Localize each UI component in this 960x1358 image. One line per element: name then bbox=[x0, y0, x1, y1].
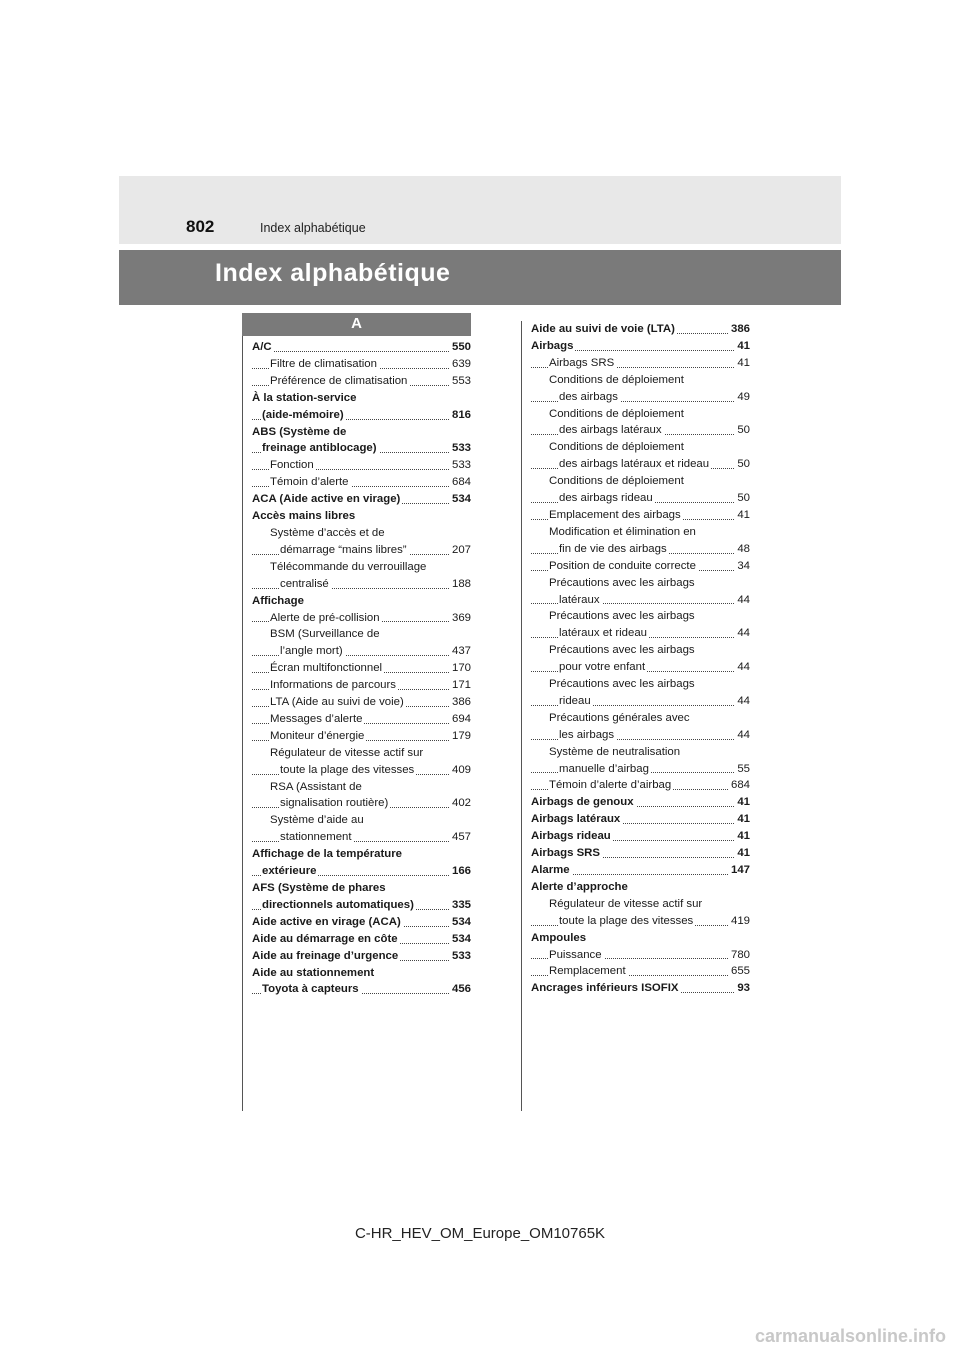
index-entry-text: Régulateur de vitesse actif sur bbox=[270, 746, 424, 759]
index-entry bbox=[252, 948, 471, 965]
index-entry-text: Aide au suivi de voie (LTA) bbox=[531, 323, 675, 335]
index-entry bbox=[531, 625, 750, 642]
index-entry-text: Aide active en virage (ACA) bbox=[252, 915, 401, 928]
index-entry-text: Fonction bbox=[270, 459, 314, 472]
index-entry bbox=[531, 676, 750, 693]
index-entry-text: Télécommande du verrouillage bbox=[270, 560, 427, 573]
index-entry bbox=[252, 440, 471, 457]
index-entry bbox=[531, 321, 750, 338]
index-entry-text: Informations de parcours bbox=[270, 679, 396, 692]
index-entry-page[interactable]: 437 bbox=[450, 643, 471, 660]
index-entry-text: démarrage “mains libres” bbox=[280, 543, 407, 556]
index-entry-text: les airbags bbox=[559, 728, 615, 741]
index-entry-text: Messages d’alerte bbox=[270, 712, 363, 725]
index-entry-text: Position de conduite correcte bbox=[549, 559, 696, 572]
index-entry bbox=[531, 879, 750, 896]
index-entry-text: latéraux bbox=[559, 593, 600, 606]
index-entry bbox=[531, 930, 750, 947]
index-entry-text: l’angle mort) bbox=[280, 645, 343, 658]
index-entry-page[interactable]: 409 bbox=[450, 762, 471, 779]
index-entry-text: Emplacement des airbags bbox=[549, 508, 681, 521]
index-entry bbox=[252, 474, 471, 491]
index-entry-page[interactable]: 41 bbox=[735, 338, 750, 355]
index-entry-text: Précautions avec les airbags bbox=[549, 678, 695, 691]
index-entry-page[interactable]: 41 bbox=[735, 811, 750, 828]
index-entry-page[interactable]: 534 bbox=[450, 914, 471, 931]
index-entry bbox=[531, 777, 750, 794]
index-entry-text: Système de neutralisation bbox=[549, 745, 681, 758]
index-entry bbox=[252, 965, 471, 982]
index-entry-text: Accès mains libres bbox=[252, 510, 356, 523]
index-entry bbox=[531, 727, 750, 744]
index-entry bbox=[252, 559, 471, 576]
index-entry-text: signalisation routière) bbox=[280, 797, 389, 810]
index-entry bbox=[252, 542, 471, 559]
index-entry-page[interactable]: 419 bbox=[729, 913, 750, 930]
index-entry-page[interactable]: 41 bbox=[735, 845, 750, 862]
index-entry-page[interactable]: 386 bbox=[729, 321, 750, 338]
index-entry bbox=[252, 373, 471, 390]
index-entry bbox=[252, 390, 471, 407]
index-entry-text: ACA (Aide active en virage) bbox=[252, 493, 401, 506]
index-entry-page[interactable]: 48 bbox=[735, 541, 750, 558]
index-entry bbox=[252, 779, 471, 796]
index-entry bbox=[531, 575, 750, 592]
index-entry bbox=[252, 339, 471, 356]
index-entry bbox=[252, 931, 471, 948]
index-entry-text: Affichage bbox=[252, 594, 304, 607]
index-entry-page[interactable]: 49 bbox=[735, 389, 750, 406]
index-entry-text: des airbags latéraux et rideau bbox=[559, 458, 710, 471]
index-entry-text: Conditions de déploiement bbox=[549, 407, 684, 420]
index-entry-text: Aide au freinage d’urgence bbox=[252, 949, 399, 962]
index-entry-text: Conditions de déploiement bbox=[549, 441, 684, 454]
index-entry-text: Précautions avec les airbags bbox=[549, 576, 695, 589]
index-entry-page[interactable]: 684 bbox=[729, 777, 750, 794]
index-entry bbox=[252, 694, 471, 711]
index-entry-page[interactable]: 207 bbox=[450, 542, 471, 559]
index-entry bbox=[252, 677, 471, 694]
index-entry bbox=[531, 642, 750, 659]
index-entry-page[interactable]: 50 bbox=[735, 456, 750, 473]
index-entry bbox=[531, 947, 750, 964]
index-entry-page[interactable]: 44 bbox=[735, 592, 750, 609]
index-entry-page[interactable]: 534 bbox=[450, 491, 471, 508]
index-entry bbox=[531, 608, 750, 625]
index-entry-text: fin de vie des airbags bbox=[559, 542, 667, 555]
index-entry-text: Témoin d’alerte d’airbag bbox=[549, 779, 672, 792]
index-entry-text: AFS (Système de phares bbox=[252, 882, 386, 894]
index-entry bbox=[252, 407, 471, 424]
index-entry-text: À la station-service bbox=[252, 391, 357, 404]
index-entry bbox=[252, 610, 471, 627]
index-entry-page[interactable]: 179 bbox=[450, 728, 471, 745]
index-entry-text: Airbags latéraux bbox=[531, 813, 621, 826]
index-entry-text: Système d’accès et de bbox=[270, 526, 385, 539]
index-entry-text: Toyota à capteurs bbox=[262, 983, 359, 996]
index-entry bbox=[531, 439, 750, 456]
page-number: 802 bbox=[186, 217, 215, 236]
section-letter: A bbox=[351, 315, 362, 332]
index-entry bbox=[252, 914, 471, 931]
index-entry-page[interactable]: 34 bbox=[735, 558, 750, 575]
index-entry-text: Précautions générales avec bbox=[549, 711, 690, 724]
index-entry-page[interactable]: 694 bbox=[450, 711, 471, 728]
index-entry bbox=[531, 338, 750, 355]
index-entry bbox=[252, 424, 471, 441]
index-column-left bbox=[252, 339, 471, 998]
index-entry bbox=[252, 846, 471, 863]
index-entry-page[interactable]: 684 bbox=[450, 474, 471, 491]
index-entry bbox=[252, 795, 471, 812]
header-band bbox=[119, 176, 841, 244]
index-entry bbox=[252, 508, 471, 525]
index-entry-page[interactable]: 188 bbox=[450, 576, 471, 593]
index-entry-page[interactable]: 550 bbox=[450, 339, 471, 356]
index-entry-text: Système d’aide au bbox=[270, 814, 364, 827]
index-entry-page[interactable]: 533 bbox=[450, 457, 471, 474]
index-entry bbox=[252, 829, 471, 846]
index-entry-text: des airbags rideau bbox=[559, 492, 653, 505]
index-entry bbox=[531, 963, 750, 980]
index-entry-text: directionnels automatiques) bbox=[262, 898, 414, 911]
index-entry-text: Moniteur d’énergie bbox=[270, 729, 365, 742]
index-entry-page[interactable]: 166 bbox=[450, 863, 471, 880]
index-entry-text: Airbags SRS bbox=[549, 356, 615, 369]
index-column-right bbox=[531, 321, 750, 997]
index-entry-text: Airbags de genoux bbox=[531, 796, 634, 809]
index-entry-text: des airbags bbox=[559, 390, 618, 403]
index-entry-text: RSA (Assistant de bbox=[270, 780, 362, 793]
index-entry-text: Ancrages inférieurs ISOFIX bbox=[531, 982, 679, 995]
index-entry bbox=[531, 355, 750, 372]
index-entry-page[interactable]: 369 bbox=[450, 610, 471, 627]
index-entry-text: Modification et élimination en bbox=[549, 525, 696, 538]
index-entry-text: Airbags SRS bbox=[531, 847, 600, 860]
index-entry-text: Précautions avec les airbags bbox=[549, 610, 695, 623]
index-entry bbox=[531, 862, 750, 879]
index-entry bbox=[252, 660, 471, 677]
page-title: Index alphabétique bbox=[215, 259, 451, 287]
index-entry-text: Préférence de climatisation bbox=[270, 374, 408, 387]
index-entry bbox=[531, 913, 750, 930]
index-entry-text: centralisé bbox=[280, 577, 329, 590]
index-entry-page[interactable]: 553 bbox=[450, 373, 471, 390]
index-entry-page[interactable]: 44 bbox=[735, 727, 750, 744]
index-entry bbox=[252, 711, 471, 728]
watermark: carmanualsonline.info bbox=[754, 1326, 946, 1346]
index-entry bbox=[252, 863, 471, 880]
index-entry-text: (aide-mémoire) bbox=[262, 408, 344, 421]
index-entry bbox=[252, 457, 471, 474]
index-entry-text: pour votre enfant bbox=[559, 661, 646, 674]
index-entry-text: Précautions avec les airbags bbox=[549, 644, 695, 657]
running-title: Index alphabétique bbox=[260, 221, 366, 235]
index-entry bbox=[531, 980, 750, 997]
index-entry-text: Airbags rideau bbox=[531, 830, 611, 843]
index-entry-text: freinage antiblocage) bbox=[262, 442, 377, 455]
index-entry bbox=[252, 356, 471, 373]
index-entry bbox=[531, 761, 750, 778]
index-entry bbox=[252, 880, 471, 897]
index-entry bbox=[252, 728, 471, 745]
index-entry-text: extérieure bbox=[262, 865, 317, 878]
index-entry-page[interactable]: 41 bbox=[735, 828, 750, 845]
index-entry-text: ABS (Système de bbox=[252, 425, 347, 438]
index-entry bbox=[531, 389, 750, 406]
index-entry-text: des airbags latéraux bbox=[559, 424, 662, 437]
index-entry-text: Ampoules bbox=[531, 931, 587, 944]
index-entry-text: Conditions de déploiement bbox=[549, 475, 684, 488]
index-entry-page[interactable]: 171 bbox=[450, 677, 471, 694]
index-entry-text: Alarme bbox=[531, 864, 570, 876]
index-entry-text: toute la plage des vitesses bbox=[280, 763, 415, 776]
index-entry bbox=[531, 744, 750, 761]
index-entry-text: A/C bbox=[252, 341, 272, 353]
index-entry-text: manuelle d’airbag bbox=[559, 762, 649, 775]
index-entry bbox=[252, 745, 471, 762]
index-entry bbox=[531, 541, 750, 558]
index-entry-text: Alerte d’approche bbox=[531, 880, 628, 893]
section-letter-band bbox=[242, 313, 471, 336]
index-entry-page[interactable]: 534 bbox=[450, 931, 471, 948]
index-entry bbox=[531, 828, 750, 845]
index-entry-text: toute la plage des vitesses bbox=[559, 914, 694, 927]
index-entry bbox=[252, 643, 471, 660]
index-entry bbox=[252, 593, 471, 610]
index-entry bbox=[531, 490, 750, 507]
index-entry-page[interactable]: 457 bbox=[450, 829, 471, 846]
index-entry-page[interactable]: 780 bbox=[729, 947, 750, 964]
index-entry-page[interactable]: 639 bbox=[450, 356, 471, 373]
index-entry-page[interactable]: 50 bbox=[735, 422, 750, 439]
index-entry-page[interactable]: 816 bbox=[450, 407, 471, 424]
document-code: C-HR_HEV_OM_Europe_OM10765K bbox=[354, 1225, 606, 1242]
index-entry-page[interactable]: 456 bbox=[450, 981, 471, 998]
index-entry-text: Régulateur de vitesse actif sur bbox=[549, 897, 703, 910]
dot-leader bbox=[252, 351, 471, 352]
index-entry-text: rideau bbox=[559, 694, 591, 707]
index-entry bbox=[531, 507, 750, 524]
index-entry bbox=[531, 406, 750, 423]
index-entry-text: Aide au démarrage en côte bbox=[252, 932, 398, 945]
index-entry-text: Affichage de la température bbox=[252, 848, 403, 861]
index-entry-page[interactable]: 533 bbox=[450, 948, 471, 965]
index-entry-text: Remplacement bbox=[549, 965, 626, 978]
index-entry bbox=[252, 626, 471, 643]
index-entry bbox=[252, 525, 471, 542]
index-entry-page[interactable]: 50 bbox=[735, 490, 750, 507]
index-entry bbox=[531, 558, 750, 575]
index-entry-page[interactable]: 170 bbox=[450, 660, 471, 677]
column-divider-right bbox=[521, 321, 522, 1111]
index-entry bbox=[531, 473, 750, 490]
index-entry-page[interactable]: 402 bbox=[450, 795, 471, 812]
index-entry bbox=[252, 576, 471, 593]
index-entry-page[interactable]: 93 bbox=[735, 980, 750, 997]
index-entry-page[interactable]: 655 bbox=[729, 963, 750, 980]
index-entry-text: BSM (Surveillance de bbox=[270, 628, 380, 641]
index-entry-page[interactable]: 41 bbox=[735, 355, 750, 372]
index-entry-page[interactable]: 44 bbox=[735, 659, 750, 676]
index-entry-page[interactable]: 44 bbox=[735, 625, 750, 642]
index-entry bbox=[252, 812, 471, 829]
index-entry-text: latéraux et rideau bbox=[559, 627, 648, 640]
index-entry bbox=[531, 811, 750, 828]
index-entry-text: Filtre de climatisation bbox=[270, 357, 377, 370]
index-entry-page[interactable]: 335 bbox=[450, 897, 471, 914]
index-entry-page[interactable]: 533 bbox=[450, 440, 471, 457]
index-entry-text: Airbags bbox=[531, 339, 574, 352]
index-entry bbox=[531, 659, 750, 676]
index-entry bbox=[252, 762, 471, 779]
index-entry bbox=[531, 524, 750, 541]
index-entry bbox=[531, 693, 750, 710]
index-entry-text: Écran multifonctionnel bbox=[270, 662, 383, 675]
index-entry-text: Alerte de pré-collision bbox=[270, 611, 380, 624]
index-entry-page[interactable]: 41 bbox=[735, 794, 750, 811]
index-entry bbox=[531, 372, 750, 389]
index-entry-text: LTA (Aide au suivi de voie) bbox=[270, 696, 404, 709]
index-entry bbox=[531, 896, 750, 913]
index-entry bbox=[531, 592, 750, 609]
index-entry-text: stationnement bbox=[280, 831, 352, 844]
column-divider-left bbox=[242, 336, 243, 1111]
index-entry bbox=[531, 845, 750, 862]
index-entry-text: Puissance bbox=[549, 948, 602, 961]
index-entry bbox=[531, 422, 750, 439]
index-entry-page[interactable]: 386 bbox=[450, 694, 471, 711]
index-entry-page[interactable]: 44 bbox=[735, 693, 750, 710]
index-entry-text: Témoin d’alerte bbox=[270, 476, 349, 489]
index-entry-page[interactable]: 41 bbox=[735, 507, 750, 524]
index-entry bbox=[531, 794, 750, 811]
index-entry-text: Conditions de déploiement bbox=[549, 373, 684, 386]
index-entry bbox=[531, 456, 750, 473]
index-entry bbox=[252, 897, 471, 914]
index-entry-text: Aide au stationnement bbox=[252, 966, 375, 979]
index-entry bbox=[531, 710, 750, 727]
index-entry bbox=[252, 981, 471, 998]
index-entry bbox=[252, 491, 471, 508]
index-entry-page[interactable]: 55 bbox=[735, 761, 750, 778]
index-entry-page[interactable]: 147 bbox=[729, 862, 750, 879]
